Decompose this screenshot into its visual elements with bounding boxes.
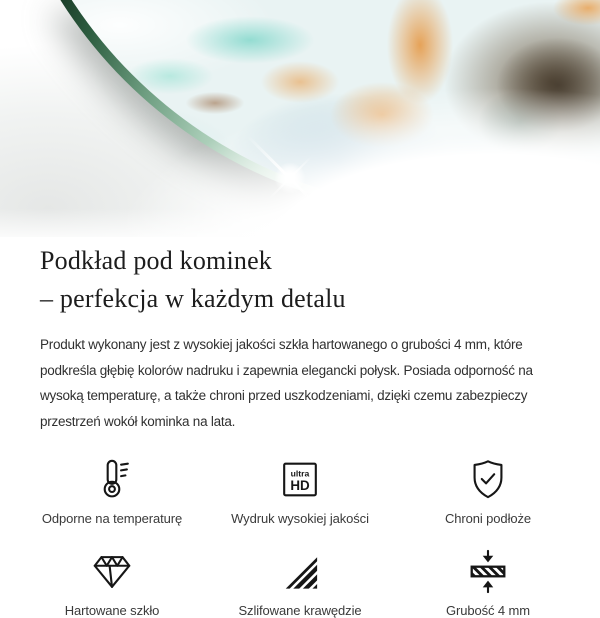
page-title-line1: Podkład pod kominek [40, 246, 273, 275]
ultra-hd-icon [277, 456, 323, 503]
feature-thickness [394, 548, 582, 618]
feature-label: Szlifowane krawędzie [238, 603, 362, 618]
feature-label: Wydruk wysokiej jakości [231, 511, 369, 526]
feature-label: Odporne na temperaturę [41, 511, 183, 526]
feature-label: Hartowane szkło [64, 603, 160, 618]
product-info-section [0, 242, 600, 434]
polished-edges-icon [277, 548, 323, 595]
feature-polished-edges [206, 548, 394, 618]
hd-text: HD [290, 478, 310, 494]
page-title [40, 242, 560, 318]
product-description: Produkt wykonany jest z wysokiej jakości szkła hartowanego o grubości 4 mm, które podkreśla głębię kolorów nadruku i zapewnia elegancki połysk. Posiada odporność na wysoką temperaturę, a także chroni przed uszkodzeniami, dzięki czemu zabezpieczy przestrzeń wokół kominka na lata. [40, 337, 533, 429]
feature-print-quality [206, 456, 394, 526]
feature-grid [0, 456, 600, 618]
thermometer-icon [89, 456, 135, 503]
shield-check-icon [465, 456, 511, 503]
feature-tempered-glass [18, 548, 206, 618]
thickness-4mm-icon [465, 548, 511, 595]
ultra-text: ultra [290, 468, 310, 479]
feature-protects-floor [394, 456, 582, 526]
feature-temperature [18, 456, 206, 526]
hero-product-image [0, 0, 600, 237]
diamond-icon [89, 548, 135, 595]
feature-label: Grubość 4 mm [445, 603, 531, 618]
feature-label: Chroni podłoże [444, 511, 532, 526]
page-title-line2: – perfekcja w każdym detalu [40, 284, 346, 313]
glass-panel [0, 0, 600, 237]
